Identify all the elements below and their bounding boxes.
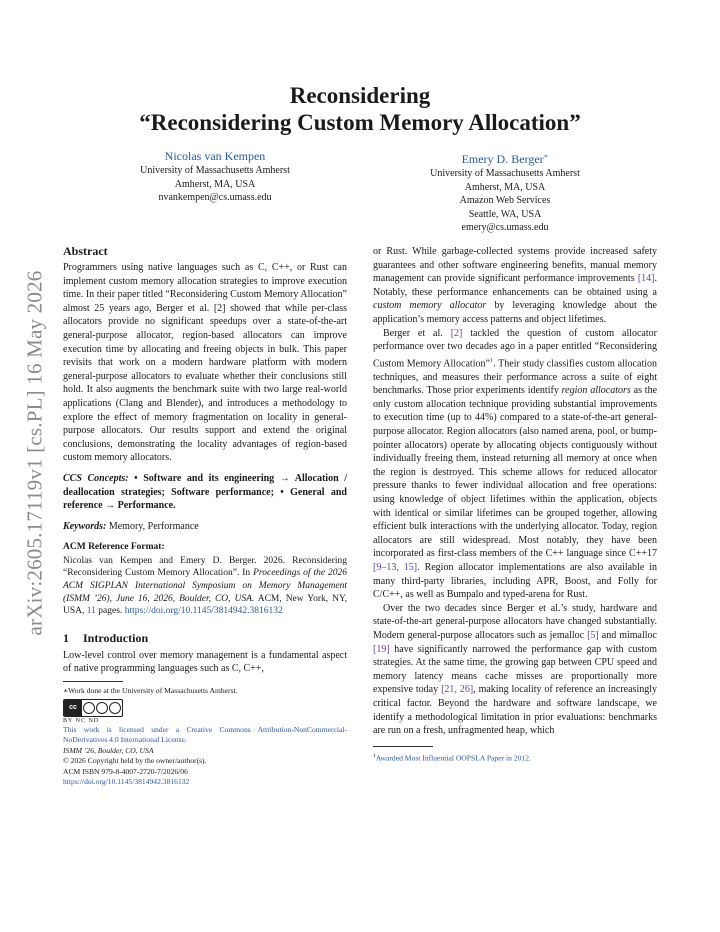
author-location-2: Seattle, WA, USA: [468, 208, 542, 220]
doi-link[interactable]: https://doi.org/10.1145/3814942.3816132: [63, 777, 190, 787]
text-run: as the only custom allocation technique providing substantial improvements to execution time (up to 44%) compared to a state-of-the-art general-purpose allocator. Region allocators (also named arena, pool, or bump-pointer allocators) operate by allocating objects contiguously without individually freeing them, instead returning all memory at once when the region is destroyed. This scheme allows for reduced allocator pressure thanks to fewer individual allocation and free operations: using knowledge of object lifetimes within the application, objects with identical or similar lifetimes can be grouped together, allowing efficient bulk interactions with the underlying allocator. Today, region allocators are still widespread. Most notably, they have been incorporated as first-class members of the C++ language since C++17: [373, 385, 658, 560]
acm-ref-plain: Nicolas van Kempen and Emery D. Berger. 2026. Reconsidering “Reconsidering Custom Memory Allocation”. In: [63, 555, 347, 579]
author-footnote-mark: ∗: [543, 152, 549, 160]
nc-icon: [96, 702, 108, 714]
intro-paragraph-3: [373, 602, 657, 738]
citation-link[interactable]: [2]: [450, 327, 463, 339]
keywords: [63, 520, 347, 534]
author-block-2: [380, 148, 630, 235]
ccs-concepts: [63, 472, 347, 513]
footnote-link[interactable]: Awarded Most Influential OOPSLA Paper in 2012.: [375, 753, 531, 763]
abstract-heading: Abstract: [63, 244, 108, 258]
paper-title: [62, 82, 658, 136]
cc-license-icons: [82, 700, 122, 716]
isbn: ACM ISBN 979-8-4007-2720-7/2026/06: [63, 766, 188, 776]
author-affiliation-2: Amazon Web Services: [459, 195, 551, 207]
acm-ref-pages-tail: pages.: [95, 606, 125, 617]
text-run: by leveraging knowledge about the application’s memory access patterns and object lifetimes.: [373, 300, 657, 325]
footnote-rule: [63, 681, 123, 682]
author-email: emery@cs.umass.edu: [461, 222, 549, 234]
title-line-2: “Reconsidering Custom Memory Allocation”: [139, 110, 581, 135]
emphasis: custom memory allocator: [373, 300, 487, 312]
citation-link[interactable]: [19]: [373, 643, 390, 655]
ccs-text: • Software and its engineering → Allocation / deallocation strategies; Software performance; • General and reference → Performance.: [63, 472, 347, 512]
left-column: [63, 243, 347, 788]
citation-link[interactable]: [14]: [637, 273, 655, 285]
work-footnote: ∗Work done at the University of Massachusetts Amherst.: [63, 686, 238, 696]
creative-commons-badge[interactable]: [63, 699, 123, 717]
text-run: . Notably, these performance enhancements can be obtained using a: [373, 273, 657, 298]
text-run: tackled the question of custom allocator performance over two decades ago in a paper entitled “Reconsidering Custom Memory Allocation”: [373, 327, 657, 370]
text-run: . Region allocator implementations are also available in many third-party libraries, including APR, Boost, and Folly for C/C++, as well as Bumpalo and typed-arena for Rust.: [373, 561, 657, 601]
footnote-rule: [373, 746, 433, 747]
text-run: . Their study classifies custom allocation techniques, and measures their performance across a suite of eight benchmarks. Those prior experiments identify: [373, 358, 657, 397]
acm-ref-tail: ACM, New York, NY, USA,: [63, 593, 348, 617]
author-affiliation: University of Massachusetts Amherst: [140, 165, 290, 176]
intro-body: Low-level control over memory management is a fundamental aspect of native programming languages such as C, C++,: [63, 649, 347, 675]
author-location: Amherst, MA, USA: [464, 181, 546, 193]
cc-icon: cc: [64, 700, 82, 716]
by-icon: [83, 702, 95, 714]
copyright: © 2026 Copyright held by the owner/author(s).: [63, 756, 207, 766]
acm-ref-italic: Proceedings of the 2026 ACM SIGPLAN International Symposium on Memory Management (ISMM ’26), June 16, 2026, Boulder, CO, USA.: [63, 568, 347, 604]
footnote-1: [373, 751, 657, 764]
citation-link[interactable]: [21, 26]: [441, 684, 474, 696]
author-name[interactable]: [380, 148, 630, 167]
intro-heading: [63, 630, 347, 646]
section-number: 1: [63, 630, 69, 645]
arxiv-identifier: [18, 258, 52, 648]
author-name-text: Emery D. Berger: [461, 152, 544, 166]
title-line-1: Reconsidering: [289, 83, 431, 108]
text-run: or Rust. While garbage-collected systems provide increased safety guarantees and other software engineering benefits, manual memory management can provide significant performance improvements: [373, 246, 657, 285]
acm-ref-doi-link[interactable]: https://doi.org/10.1145/3814942.3816132: [124, 606, 283, 617]
acm-ref-pages-link[interactable]: 11: [86, 606, 96, 617]
emphasis: region allocators: [561, 385, 631, 397]
nd-icon: [109, 702, 121, 714]
author-affiliation: University of Massachusetts Amherst: [430, 168, 580, 179]
right-column: [373, 245, 657, 764]
venue: ISMM ’26, Boulder, CO, USA: [63, 745, 154, 755]
author-name[interactable]: Nicolas van Kempen: [164, 149, 266, 163]
author-location: Amherst, MA, USA: [174, 178, 256, 190]
text-run: have significantly narrowed the performance gap with custom strategies. At the same time, the growing gap between CPU speed and memory latency means cache misses are proportionally more expensive today: [373, 643, 657, 696]
license-link[interactable]: This work is licensed under a Creative Commons Attribution-NonCommercial-NoDerivatives 4.0 International License.: [63, 724, 347, 745]
text-run: , making locality of reference an increasingly critical factor. Beyond the hardware and software landscape, we identify a methodological limitation in prior evaluations: benchmarks are run on a fresh, unfragmented heap, which: [373, 684, 658, 737]
acm-reference: [63, 540, 347, 555]
footnote-marker[interactable]: 1: [489, 356, 494, 364]
intro-paragraph-1: [373, 245, 657, 327]
author-block-1: [90, 148, 340, 205]
cc-badge-labels: BY NC ND: [63, 717, 100, 724]
section-title: Introduction: [83, 630, 149, 645]
acm-reference-text: [63, 555, 347, 618]
keywords-text: Memory, Performance: [106, 520, 199, 532]
footnote-number: 1: [373, 752, 376, 759]
keywords-label: Keywords:: [63, 520, 107, 532]
ccs-label: CCS Concepts:: [63, 472, 129, 484]
author-email: nvankempen@cs.umass.edu: [158, 192, 272, 204]
citation-link[interactable]: [5]: [587, 629, 599, 641]
abstract-body: Programmers using native languages such as C, C++, or Rust can implement custom memory allocation strategies to improve execution time. In their paper titled “Reconsidering Custom Memory Allocation” almost 25 years ago, Berger et al. [2] showed that while per-class allocators provide no significant speedups over a state-of-the-art general-purpose allocator, region-based allocators can improve execution time by allocating and freeing objects in bulk. This paper revisits that work on a modern hardware platform with modern general-purpose allocators to evaluate whether their conclusions still hold. It also augments the benchmark suite with two large real-world applications (Clang and Blender), and introduces a methodology to explore the effect of memory fragmentation on locality in general-purpose allocators. Our results support and extend the original conclusions, demonstrating the locality advantages of region-based custom memory allocators.: [63, 262, 347, 464]
citation-link[interactable]: [9–13, 15]: [373, 561, 418, 573]
text-run: Berger et al.: [383, 327, 451, 339]
intro-paragraph-2: [373, 327, 657, 602]
acm-reference-heading: ACM Reference Format:: [63, 542, 165, 553]
text-run: Over the two decades since Berger et al.’s study, hardware and state-of-the-art general-purpose allocators have changed substantially. Modern general-purpose allocators such as jemalloc: [373, 602, 657, 641]
text-run: and mimalloc: [598, 629, 657, 641]
arxiv-identifier-text: arXiv:2605.17119v1 [cs.PL] 16 May 2026: [22, 270, 47, 636]
